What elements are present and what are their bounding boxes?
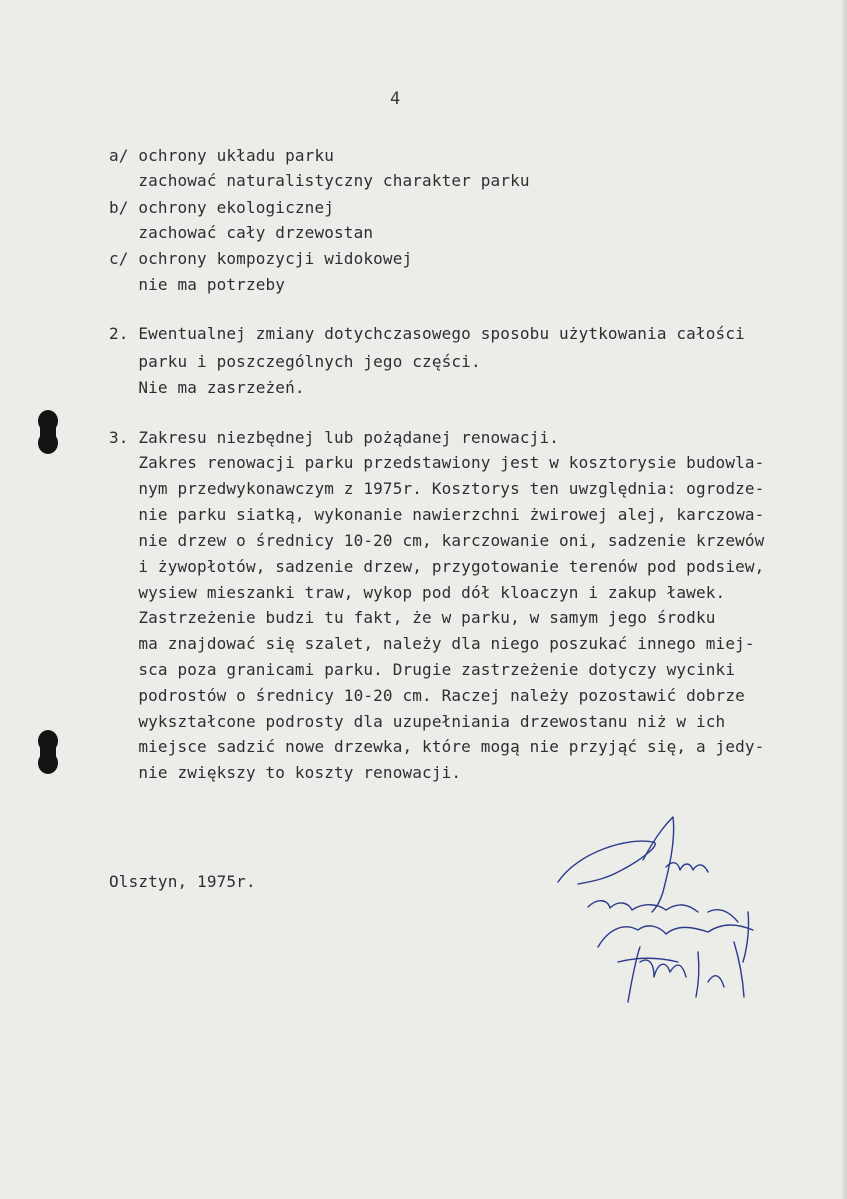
handwritten-signatures — [548, 812, 778, 1012]
section-3-line: Zastrzeżenie budzi tu fakt, że w parku, w samym jego środku — [109, 608, 716, 627]
section-3-line: i żywopłotów, sadzenie drzew, przygotowanie terenów pod podsiew, — [109, 557, 765, 576]
punch-hole-top — [35, 410, 61, 456]
section-3-line: nie parku siatką, wykonanie nawierzchni żwirowej alej, karczowa- — [109, 505, 765, 524]
section-3-line: wykształcone podrosty dla uzupełniania drzewostanu niż w ich — [109, 712, 726, 731]
item-c-text: nie ma potrzeby — [109, 275, 286, 294]
item-c-heading: c/ ochrony kompozycji widokowej — [109, 249, 413, 268]
section-2-heading: 2. Ewentualnej zmiany dotychczasowego sposobu użytkowania całości — [109, 324, 745, 343]
section-3-line: sca poza granicami parku. Drugie zastrzeżenie dotyczy wycinki — [109, 660, 736, 679]
item-a-text: zachować naturalistyczny charakter parku — [109, 171, 530, 190]
section-2-line-3: Nie ma zasrzeżeń. — [109, 378, 305, 397]
item-b-heading: b/ ochrony ekologicznej — [109, 198, 335, 217]
page-edge-shadow — [841, 0, 847, 1199]
item-a-heading: a/ ochrony układu parku — [109, 146, 335, 165]
section-3-line: wysiew mieszanki traw, wykop pod dół kloaczyn i zakup ławek. — [109, 583, 726, 602]
place-date: Olsztyn, 1975r. — [109, 872, 256, 891]
section-2-line-2: parku i poszczególnych jego części. — [109, 352, 481, 371]
section-3-line: Zakres renowacji parku przedstawiony jest w kosztorysie budowla- — [109, 453, 765, 472]
section-3-line: nie zwiększy to koszty renowacji. — [109, 763, 462, 782]
section-3-heading: 3. Zakresu niezbędnej lub pożądanej renowacji. — [109, 428, 560, 447]
section-3-line: ma znajdować się szalet, należy dla niego poszukać innego miej- — [109, 634, 755, 653]
section-3-line: miejsce sadzić nowe drzewka, które mogą nie przyjąć się, a jedy- — [109, 737, 765, 756]
section-3-line: nym przedwykonawczym z 1975r. Kosztorys ten uwzględnia: ogrodze- — [109, 479, 765, 498]
section-3-line: nie drzew o średnicy 10-20 cm, karczowanie oni, sadzenie krzewów — [109, 531, 765, 550]
item-b-text: zachować cały drzewostan — [109, 223, 374, 242]
section-3-line: podrostów o średnicy 10-20 cm. Raczej należy pozostawić dobrze — [109, 686, 745, 705]
punch-hole-bottom — [35, 730, 61, 776]
page-number: 4 — [390, 89, 401, 109]
